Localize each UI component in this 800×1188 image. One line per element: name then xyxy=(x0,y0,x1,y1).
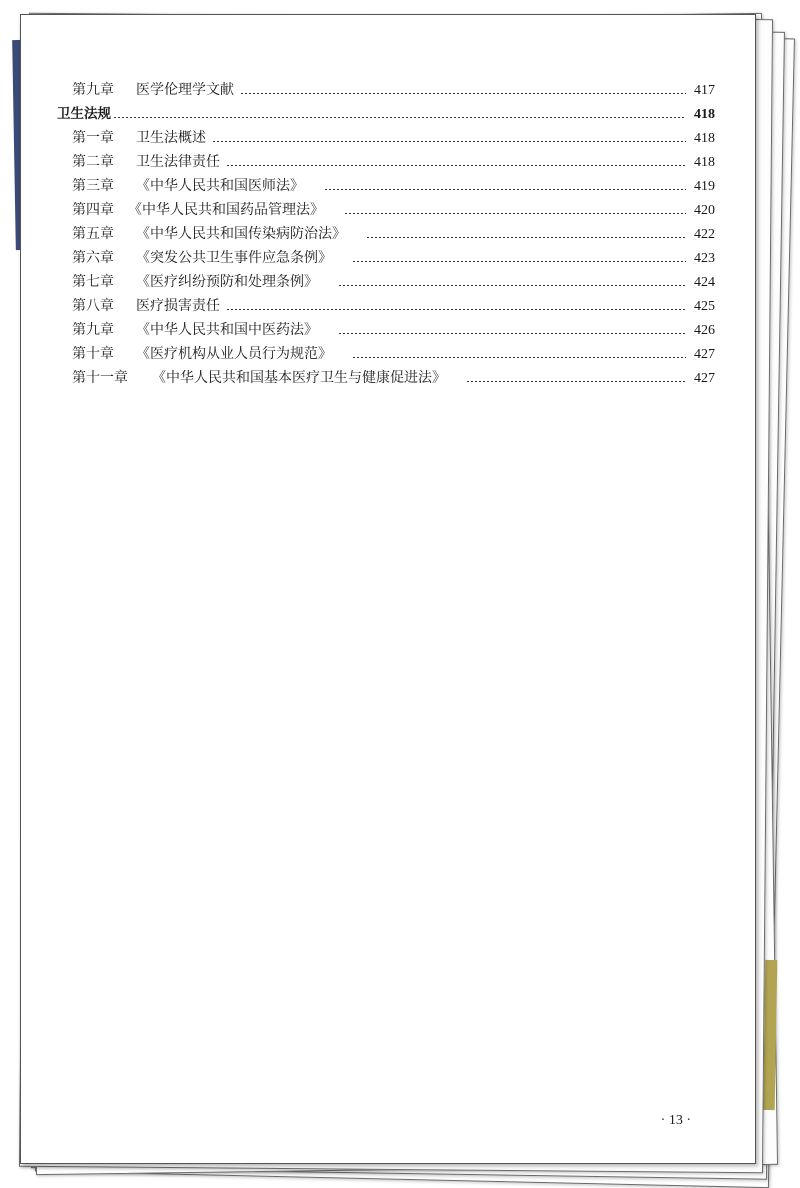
document-page xyxy=(20,14,756,1164)
toc-entry[interactable] xyxy=(57,246,715,270)
toc-entry[interactable] xyxy=(57,318,715,342)
chapter-title: 《中华人民共和国传染病防治法》 xyxy=(136,226,346,242)
toc-entry[interactable] xyxy=(57,174,715,198)
toc-entry[interactable] xyxy=(57,222,715,246)
toc-entry[interactable] xyxy=(57,78,715,102)
chapter-title: 《中华人民共和国医师法》 xyxy=(136,178,304,194)
chapter-title: 《医疗纠纷预防和处理条例》 xyxy=(136,274,318,290)
chapter-number: 第十一章 xyxy=(72,370,128,386)
page-reference: 425 xyxy=(694,299,715,314)
chapter-number: 第一章 xyxy=(72,130,114,146)
toc-section-entry[interactable] xyxy=(57,102,715,126)
chapter-title: 医学伦理学文献 xyxy=(136,82,234,98)
chapter-title: 《中华人民共和国药品管理法》 xyxy=(128,202,324,218)
page-reference: 423 xyxy=(694,251,715,266)
table-of-contents xyxy=(57,78,715,390)
page-reference: 418 xyxy=(694,107,715,122)
chapter-number: 第十章 xyxy=(72,346,114,362)
chapter-title: 《中华人民共和国中医药法》 xyxy=(136,322,318,338)
dot-leader xyxy=(226,309,686,310)
chapter-title: 卫生法律责任 xyxy=(136,154,220,170)
chapter-title: 《中华人民共和国基本医疗卫生与健康促进法》 xyxy=(152,370,446,386)
section-title: 卫生法规 xyxy=(57,106,111,122)
dot-leader xyxy=(352,261,686,262)
page-reference: 420 xyxy=(694,203,715,218)
page-reference: 424 xyxy=(694,275,715,290)
dot-leader xyxy=(113,117,686,118)
toc-entry[interactable] xyxy=(57,366,715,390)
dot-leader xyxy=(338,333,686,334)
page-reference: 419 xyxy=(694,179,715,194)
chapter-number: 第五章 xyxy=(72,226,114,242)
page-reference: 417 xyxy=(694,83,715,98)
page-reference: 418 xyxy=(694,131,715,146)
chapter-number: 第三章 xyxy=(72,178,114,194)
chapter-title: 《突发公共卫生事件应急条例》 xyxy=(136,250,332,266)
chapter-number: 第九章 xyxy=(72,322,114,338)
chapter-title: 医疗损害责任 xyxy=(136,298,220,314)
chapter-number: 第二章 xyxy=(72,154,114,170)
dot-leader xyxy=(366,237,686,238)
dot-leader xyxy=(212,141,686,142)
dot-leader xyxy=(344,213,686,214)
page-number: · 13 · xyxy=(660,1113,691,1128)
toc-entry[interactable] xyxy=(57,342,715,366)
chapter-number: 第四章 xyxy=(72,202,114,218)
toc-entry[interactable] xyxy=(57,270,715,294)
chapter-number: 第八章 xyxy=(72,298,114,314)
toc-entry[interactable] xyxy=(57,198,715,222)
page-reference: 418 xyxy=(694,155,715,170)
page-reference: 427 xyxy=(694,347,715,362)
toc-entry[interactable] xyxy=(57,150,715,174)
dot-leader xyxy=(324,189,686,190)
chapter-title: 《医疗机构从业人员行为规范》 xyxy=(136,346,332,362)
chapter-title: 卫生法概述 xyxy=(136,130,206,146)
chapter-number: 第九章 xyxy=(72,82,114,98)
dot-leader xyxy=(338,285,686,286)
chapter-number: 第七章 xyxy=(72,274,114,290)
toc-entry[interactable] xyxy=(57,126,715,150)
page-reference: 422 xyxy=(694,227,715,242)
toc-entry[interactable] xyxy=(57,294,715,318)
page-reference: 426 xyxy=(694,323,715,338)
page-reference: 427 xyxy=(694,371,715,386)
dot-leader xyxy=(226,165,686,166)
chapter-number: 第六章 xyxy=(72,250,114,266)
dot-leader xyxy=(352,357,686,358)
dot-leader xyxy=(240,93,686,94)
dot-leader xyxy=(466,381,686,382)
